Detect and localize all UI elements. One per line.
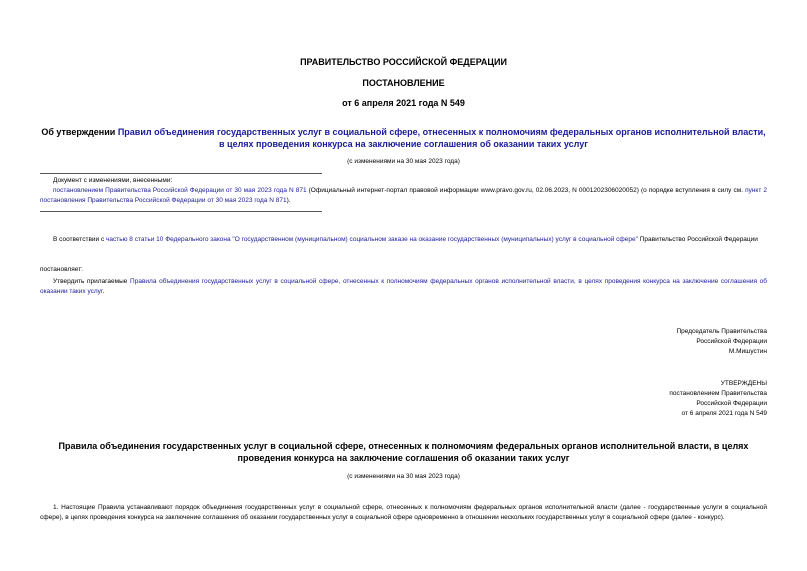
- rules-amend-note: (с изменениями на 30 мая 2023 года): [347, 473, 460, 480]
- divider-top: [40, 173, 322, 174]
- approve-paragraph: [40, 277, 767, 297]
- title-rules-link[interactable]: Правил объединения государственных услуг в социальной сфере, отнесенных к полномочиям федеральных органов исполнительной власти, в целях проведения конкурса на заключение соглашения об оказании таких услуг: [117, 127, 766, 149]
- divider-bottom: [40, 211, 322, 212]
- doc-type-heading: ПОСТАНОВЛЕНИЕ: [362, 78, 445, 88]
- decrees-word: постановляет:: [40, 266, 83, 273]
- approve-text-1: Утвердить прилагаемые: [53, 278, 131, 285]
- preamble-text-1: В соответствии с: [53, 236, 107, 243]
- changes-heading: Документ с изменениями, внесенными:: [53, 177, 173, 184]
- rules-link[interactable]: Правила объединения государственных услуг в социальной сфере, отнесенных к полномочиям федеральных органов исполнительной власти, в целях проведения конкурса на заключение соглашения об оказании таких услуг: [40, 278, 767, 295]
- signature-line-2: Российской Федерации: [696, 338, 767, 345]
- approved-line-2: постановлением Правительства: [669, 390, 767, 397]
- date-number: от 6 апреля 2021 года N 549: [342, 98, 465, 108]
- title-prefix: Об утверждении: [41, 127, 118, 137]
- amend-decree-link[interactable]: постановлением Правительства Российской Федерации от 30 мая 2023 года N 871: [53, 187, 307, 194]
- changes-text-1: (Официальный интернет-портал правовой информации www.pravo.gov.ru, 02.06.2023, N 0001202306020052) (о порядке вступления в силу см.: [306, 187, 746, 194]
- document-title: [40, 126, 767, 150]
- government-heading: ПРАВИТЕЛЬСТВО РОССИЙСКОЙ ФЕДЕРАЦИИ: [300, 57, 507, 67]
- changes-text-2: ).: [286, 197, 291, 204]
- approve-text-2: .: [102, 288, 105, 295]
- amend-note: (с изменениями на 30 мая 2023 года): [347, 158, 460, 165]
- preamble: [40, 235, 767, 245]
- paragraph-1: 1. Настоящие Правила устанавливают порядок объединения государственных услуг в социальной сфере, отнесенных к полномочиям федеральных органов исполнительной власти (далее - государственные услуги в социальной сфере), в целях проведения конкурса на заключение соглашения об оказании государственных услуг в социальной сфере одновременно в отношении нескольких государственных услуг в социальной сфере (далее - конкурс).: [40, 504, 767, 521]
- signature-line-3: М.Мишустин: [728, 348, 767, 355]
- changes-text: [40, 186, 767, 206]
- preamble-text-2: Правительство Российской Федерации: [637, 236, 758, 243]
- signature-line-1: Председатель Правительства: [676, 328, 767, 335]
- approved-line-4: от 6 апреля 2021 года N 549: [681, 410, 767, 417]
- signature-block: [547, 327, 767, 357]
- rules-title: Правила объединения государственных услуг в социальной сфере, отнесенных к полномочиям федеральных органов исполнительной власти, в целях проведения конкурса на заключение соглашения об оказании таких услуг: [58, 441, 749, 463]
- approved-line-3: Российской Федерации: [696, 400, 767, 407]
- approved-block: [547, 379, 767, 419]
- federal-law-link[interactable]: частью 8 статьи 10 Федерального закона "О государственном (муниципальном) социальном заказе на оказание государственных (муниципальных) услуг в социальной сфере": [106, 236, 638, 243]
- amend-point-link[interactable]: пункт 2 постановления Правительства Российской Федерации от 30 мая 2023 года N 871: [40, 187, 767, 204]
- approved-line-1: УТВЕРЖДЕНЫ: [720, 380, 767, 387]
